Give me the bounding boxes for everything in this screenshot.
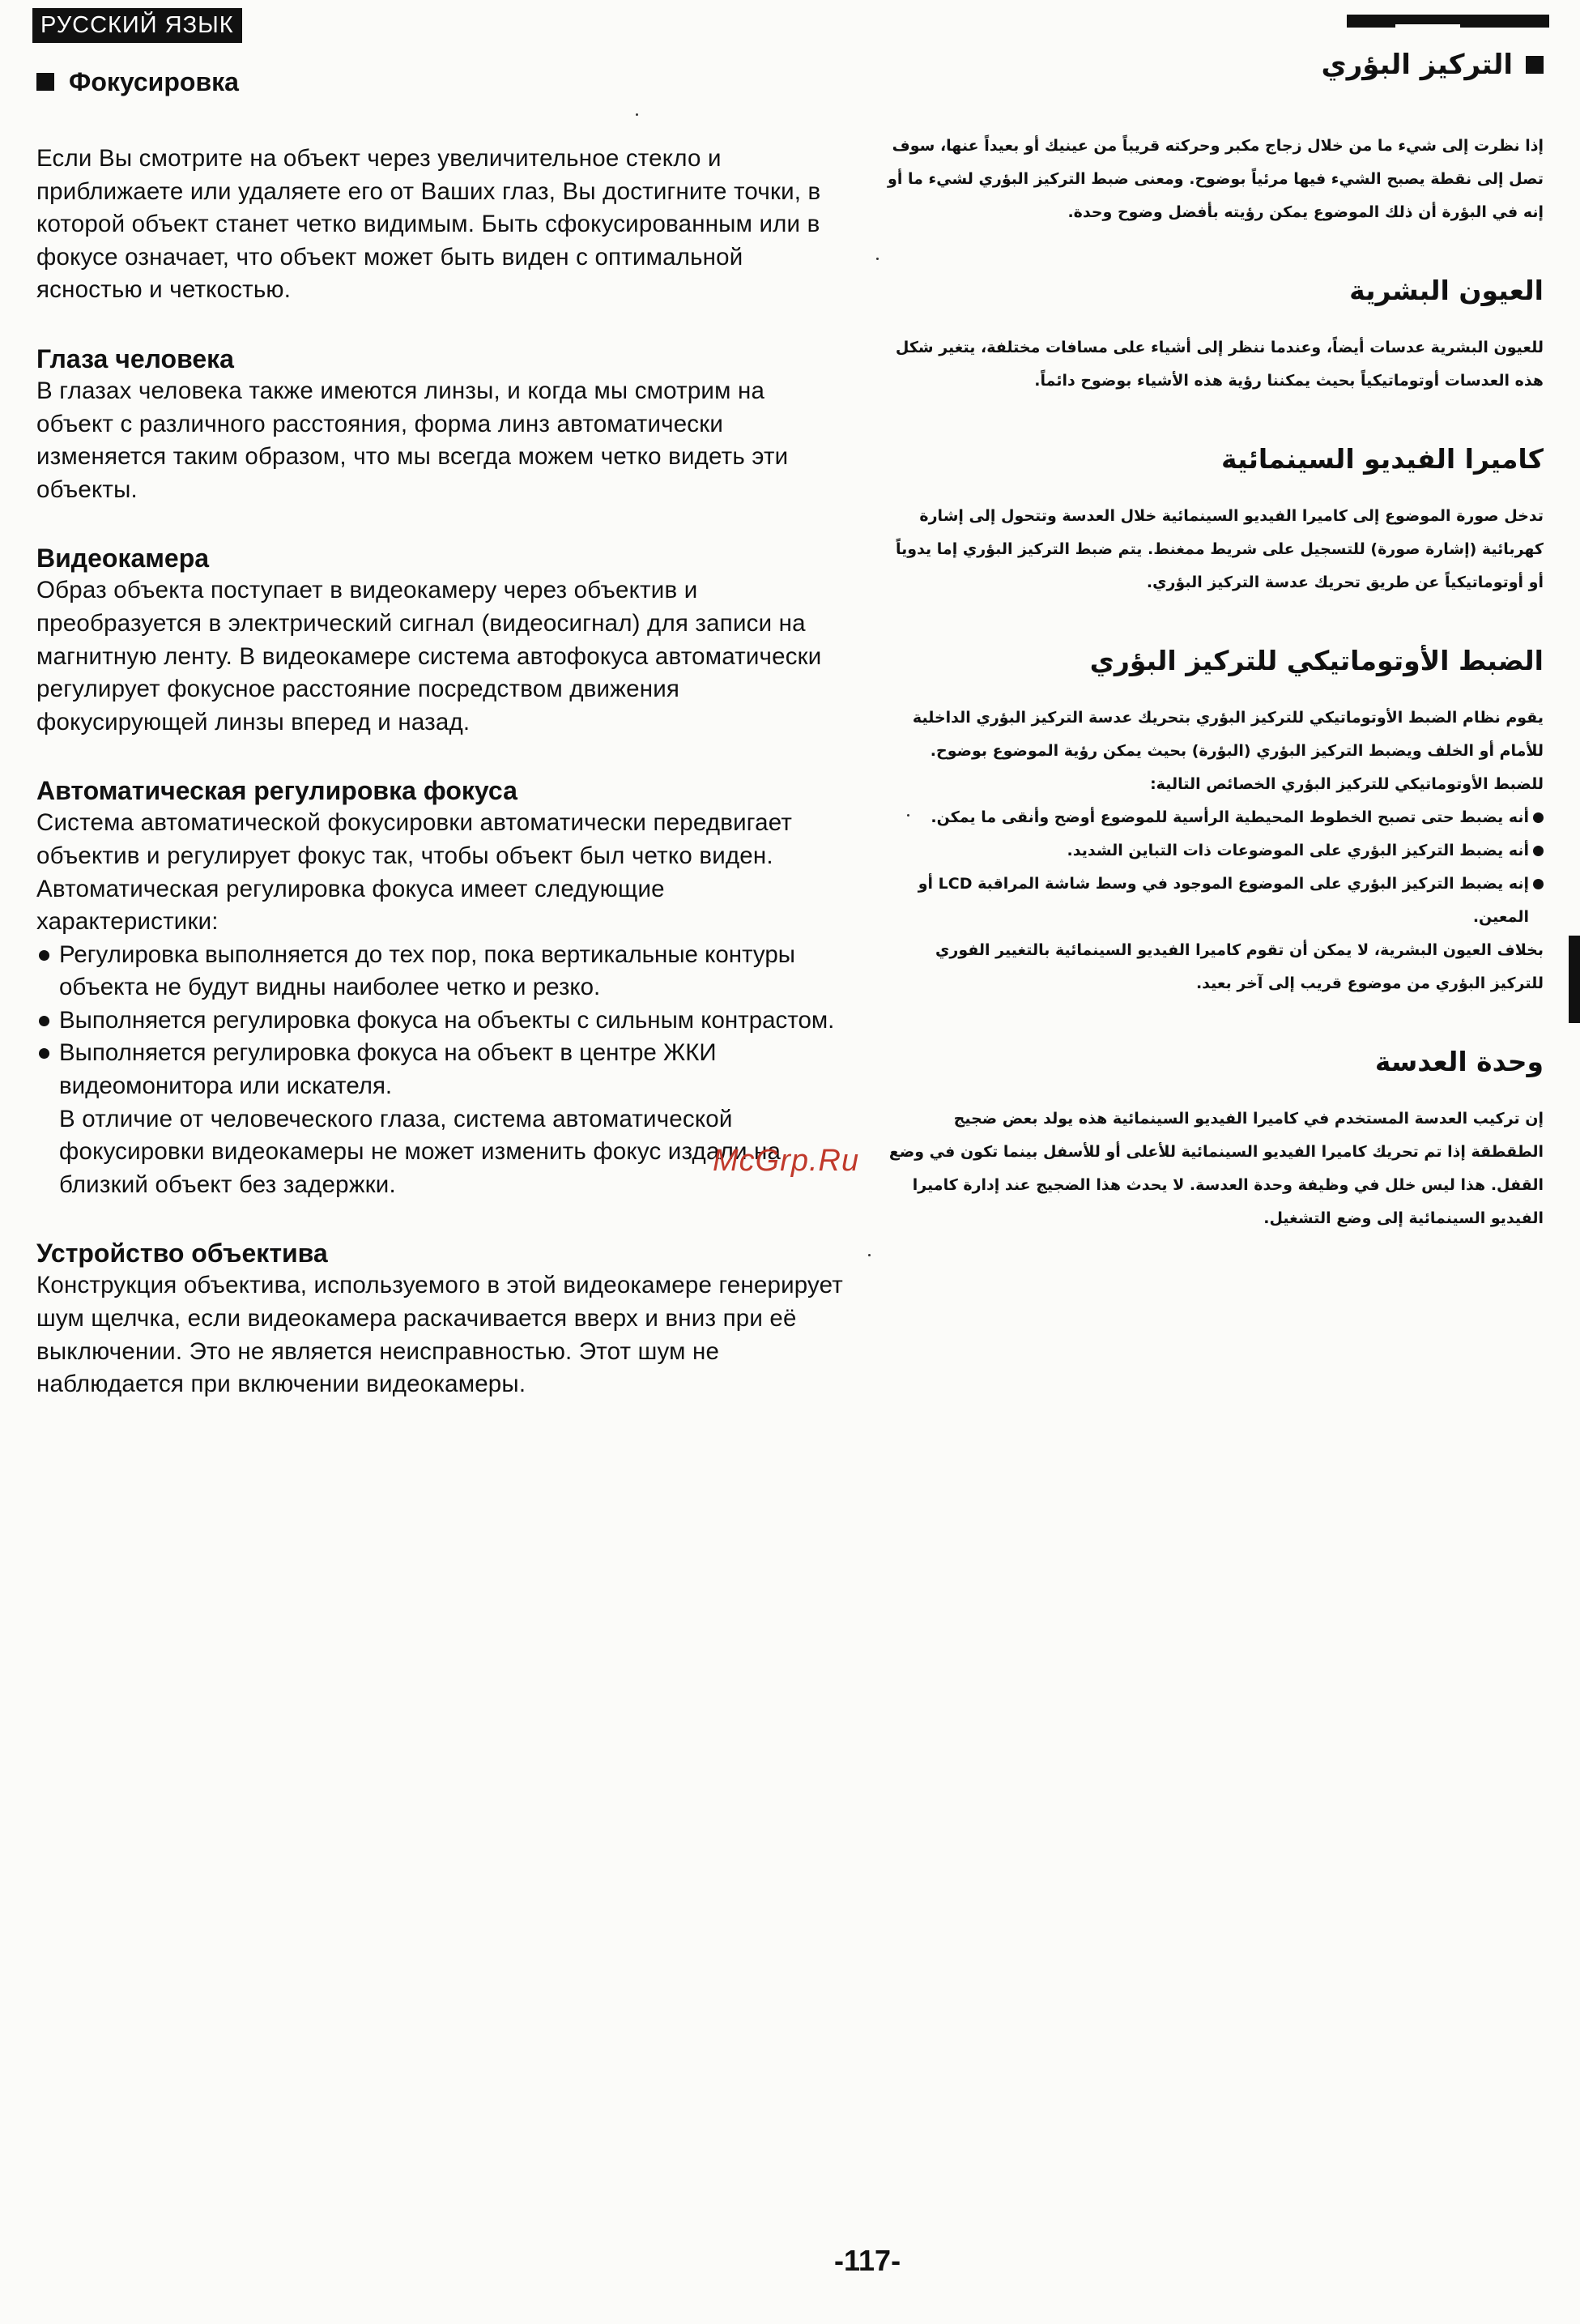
list-item-text: Выполняется регулировка фокуса на объекты с сильным контрастом. — [59, 1006, 835, 1034]
list-item-text: أنه يضبط التركيز البؤري على الموضوعات ذات التباين الشديد. — [1067, 842, 1529, 859]
arabic-lens-heading: وحدة العدسة — [1374, 1046, 1544, 1077]
list-item — [36, 939, 846, 1004]
arabic-camera-heading: كاميرا الفيديو السينمائية — [1221, 443, 1544, 475]
arabic-eye-section — [884, 273, 1544, 398]
arabic-eye-heading: العيون البشرية — [1349, 275, 1544, 306]
eye-heading: Глаза человека — [36, 343, 234, 373]
square-bullet-icon — [1526, 56, 1544, 74]
watermark: McGrp.Ru — [713, 1144, 860, 1178]
header-bar — [1347, 15, 1549, 28]
bullet-icon — [39, 1048, 49, 1059]
page-title-text: Фокусировка — [69, 67, 239, 96]
list-item-text: Регулировка выполняется до тех пор, пока вертикальные контуры объекта не будут видны наиболее четко и резко. — [59, 940, 795, 1001]
bullet-icon — [39, 950, 49, 961]
eye-text: В глазах человека также имеются линзы, и когда мы смотрим на объект с различного расстояния, форма линз автоматически изменяется таким образом, что мы всегда можем четко видеть эти объекты. — [36, 377, 789, 503]
page-number: -117- — [834, 2244, 901, 2277]
language-tag: РУССКИЙ ЯЗЫК — [32, 8, 242, 43]
lens-section — [36, 1237, 846, 1401]
arabic-lens-text: إن تركيب العدسة المستخدم في كاميرا الفيديو السينمائية هذه يولد بعض ضجيج الطقطقة إذا تم تحريك كاميرا الفيديو السينمائية للأعلى أو للأسفل بينما تكون في وضع القفل. هذا ليس خلل في وظيفة وحدة العدسة. لا يحدث هذا الضجيج عند إدارة كاميرا الفيديو السينمائية إلى وضع التشغيل. — [888, 1110, 1544, 1227]
arabic-autofocus-text: يقوم نظام الضبط الأوتوماتيكي للتركيز البؤري بتحريك عدسة التركيز البؤري الداخلية للأمام أو الخلف ويضبط التركيز البؤري (البؤرة) بحيث يمكن رؤية الموضوع بوضوح. للضبط الأوتوماتيكي للتركيز البؤري الخصائص التالية: — [912, 709, 1544, 793]
scan-speck — [907, 814, 909, 817]
autofocus-text-1: Система автоматической фокусировки автоматически передвигает объектив и регулирует фокус так, чтобы объект был четко виден. — [36, 809, 793, 869]
bullet-icon — [1533, 879, 1544, 889]
arabic-autofocus-section — [884, 643, 1544, 1000]
arabic-page-title — [884, 47, 1544, 83]
list-item — [36, 1037, 846, 1102]
intro-section — [36, 143, 846, 307]
russian-column — [36, 65, 846, 1437]
page-title — [36, 65, 846, 99]
list-item-text: إنه يضبط التركيز البؤري على الموضوع الموجود في وسط شاشة المراقبة LCD أو المعين. — [918, 875, 1529, 926]
autofocus-text-2: Автоматическая регулировка фокуса имеет следующие характеристики: — [36, 875, 665, 936]
arabic-autofocus-heading: الضبط الأوتوماتيكي للتركيز البؤري — [1089, 645, 1544, 676]
arabic-intro-text: إذا نظرت إلى شيء ما من خلال زجاج مكبر وحركته قريباً من عينيك أو بعيداً عنها، سوف تصل إلى نقطة يصبح الشيء فيها مرئياً بوضوح. ومعنى ضبط التركيز البؤري لشيء ما أو إنه في البؤرة أن ذلك الموضوع يمكن رؤيته بأفضل وضوح وحدة. — [888, 137, 1544, 221]
list-item-text: Выполняется регулировка фокуса на объект в центре ЖКИ видеомонитора или искателя. — [59, 1039, 717, 1100]
bullet-icon — [1533, 846, 1544, 856]
camera-heading: Видеокамера — [36, 544, 210, 574]
scan-speck — [868, 1254, 871, 1256]
arabic-autofocus-list — [884, 801, 1544, 934]
arabic-camera-text: تدخل صورة الموضوع إلى كاميرا الفيديو السينمائية خلال العدسة وتتحول إلى إشارة كهربائية (إشارة صورة) للتسجيل على شريط ممغنط. يتم ضبط التركيز البؤري إما يدوياً أو أوتوماتيكياً عن طريق تحريك عدسة التركيز البؤري. — [896, 507, 1544, 591]
eye-section — [36, 343, 846, 506]
list-item — [36, 1004, 846, 1038]
edge-marker — [1569, 936, 1580, 1023]
list-item — [884, 801, 1544, 834]
arabic-autofocus-note: بخلاف العيون البشرية، لا يمكن أن تقوم كاميرا الفيديو السينمائية بالتغيير الفوري للتركيز البؤري من موضوع قريب إلى آخر بعيد. — [935, 941, 1544, 992]
arabic-lens-section — [884, 1044, 1544, 1235]
scan-speck — [876, 258, 879, 260]
autofocus-heading: Автоматическая регулировка фокуса — [36, 776, 517, 806]
lens-heading: Устройство объектива — [36, 1239, 328, 1269]
arabic-column — [884, 47, 1544, 1279]
autofocus-section — [36, 774, 846, 1201]
camera-text: Образ объекта поступает в видеокамеру через объектив и преобразуется в электрический сигнал (видеосигнал) для записи на магнитную ленту. В видеокамере система автофокуса автоматически регулирует фокусное расстояние посредством движения фокусирующей линзы вперед и назад. — [36, 577, 822, 736]
autofocus-note: В отличие от человеческого глаза, система автоматической фокусировки видеокамеры не может изменить фокус издали на близкий объект без задержки. — [59, 1105, 781, 1198]
list-item — [884, 834, 1544, 868]
intro-text: Если Вы смотрите на объект через увеличительное стекло и приближаете или удаляете его от Ваших глаз, Вы достигните точки, в которой объект станет четко видимым. Быть сфокусированным или в фокусе означает, что объект может быть виден с оптимальной ясностью и четкостью. — [36, 145, 821, 304]
autofocus-list — [36, 939, 846, 1103]
bullet-icon — [1533, 812, 1544, 823]
arabic-camera-section — [884, 441, 1544, 599]
camera-section — [36, 542, 846, 739]
list-item-text: أنه يضبط حتى تصبح الخطوط المحيطية الرأسية للموضوع أوضح وأنقى ما يمكن. — [931, 808, 1529, 826]
list-item — [884, 868, 1544, 934]
arabic-title-text: التركيز البؤري — [1321, 49, 1513, 81]
arabic-intro-section — [884, 130, 1544, 229]
scan-speck — [636, 113, 638, 116]
square-bullet-icon — [36, 73, 54, 91]
bullet-icon — [39, 1016, 49, 1026]
arabic-eye-text: للعيون البشرية عدسات أيضاً، وعندما ننظر إلى أشياء على مسافات مختلفة، يتغير شكل هذه العدسات أوتوماتيكياً بحيث يمكننا رؤية هذه الأشياء بوضوح دائماً. — [895, 339, 1544, 390]
lens-text: Конструкция объектива, используемого в этой видеокамере генерирует шум щелчка, если видеокамера раскачивается вверх и вниз при её выключении. Это не является неисправностью. Этот шум не наблюдается при включении видеокамеры. — [36, 1272, 844, 1398]
